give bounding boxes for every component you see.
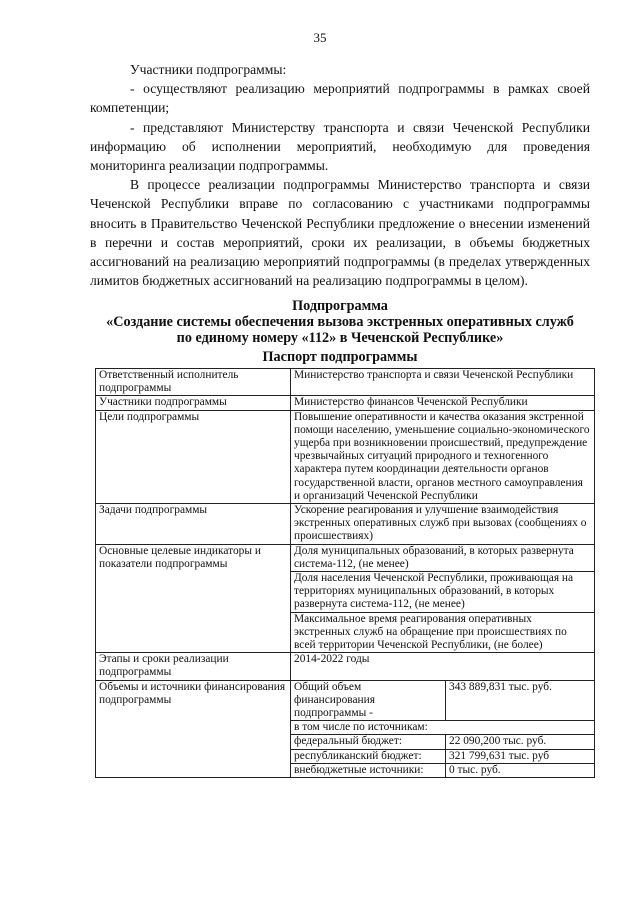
subprogram-name-line2: по единому номеру «112» в Чеченской Республике» (176, 330, 504, 346)
executor-label: Ответственный исполнитель подпрограммы (96, 369, 291, 396)
table-row (96, 396, 595, 410)
funding-row (291, 681, 594, 721)
executor-value: Министерство транспорта и связи Чеченской Республики (291, 369, 595, 396)
paragraph-changes: В процессе реализации подпрограммы Министерство транспорта и связи Чеченской Республики вправе по согласованию с участниками подпрограммы вносить в Правительство Чеченской Республики предложение о внесении изменений в перечни и состав мероприятий, сроки их реализации, в объемы бюджетных ассигнований на реализацию мероприятий подпрограммы (в пределах утвержденных лимитов бюджетных ассигнований на реализацию подпрограммы в целом). (90, 177, 590, 289)
paragraph-report: - представляют Министерству транспорта и связи Чеченской Республики информацию об исполнении мероприятий, необходимую для проведения мониторинга реализации подпрограммы. (90, 119, 590, 174)
table-row (96, 544, 595, 571)
funding-table (291, 681, 594, 777)
indicators-label: Основные целевые индикаторы и показатели подпрограммы (96, 544, 291, 653)
participants-value: Министерство финансов Чеченской Республики (291, 396, 595, 410)
funding-row (291, 735, 594, 749)
subprogram-heading (70, 298, 610, 346)
funding-row (291, 749, 594, 763)
funding-total-label: Общий объем финансирования подпрограммы - (291, 681, 446, 721)
funding-extra-label: внебюджетные источники: (291, 763, 446, 777)
goals-label: Цели подпрограммы (96, 410, 291, 503)
funding-sources-label: в том числе по источникам: (291, 721, 594, 735)
tasks-label: Задачи подпрограммы (96, 504, 291, 545)
tasks-value: Ускорение реагирования и улучшение взаимодействия экстренных оперативных служб при вызовах (сообщениях о происшествиях) (291, 504, 595, 545)
funding-extra-value: 0 тыс. руб. (446, 763, 595, 777)
table-row (96, 653, 595, 680)
participants-label: Участники подпрограммы (96, 396, 291, 410)
table-row (96, 504, 595, 545)
passport-table (95, 368, 595, 778)
indicator-2: Доля населения Чеченской Республики, проживающая на территориях муниципальных образований, в которых развернута система-112, (не менее) (291, 572, 595, 613)
funding-total-value: 343 889,831 тыс. руб. (446, 681, 595, 721)
subprogram-name-line1: «Создание системы обеспечения вызова экстренных оперативных служб (106, 314, 574, 330)
subprogram-label: Подпрограмма (292, 298, 388, 314)
funding-row (291, 721, 594, 735)
passport-title: Паспорт подпрограммы (262, 349, 418, 365)
funding-republic-value: 321 799,631 тыс. руб (446, 749, 595, 763)
table-row (96, 410, 595, 503)
funding-row (291, 763, 594, 777)
paragraph-implement: - осуществляют реализацию мероприятий подпрограммы в рамках своей компетенции; (90, 81, 590, 116)
table-row (96, 369, 595, 396)
funding-federal-value: 22 090,200 тыс. руб. (446, 735, 595, 749)
body-text (90, 60, 590, 290)
funding-republic-label: республиканский бюджет: (291, 749, 446, 763)
indicator-1: Доля муниципальных образований, в которых развернута система-112, (не менее) (291, 544, 595, 571)
page-number: 35 (313, 30, 327, 45)
stages-label: Этапы и сроки реализации подпрограммы (96, 653, 291, 680)
goals-value: Повышение оперативности и качества оказания экстренной помощи населению, уменьшение социально-экономического ущерба при возникновении происшествий, предупреждение чрезвычайных ситуаций природного и техногенного характера путем координации деятельности органов государственной власти, органов местного самоуправления и организаций Чеченской Республики (291, 410, 595, 503)
funding-cell (291, 680, 595, 777)
funding-federal-label: федеральный бюджет: (291, 735, 446, 749)
paragraph-participants: Участники подпрограммы: (130, 62, 287, 77)
indicator-3: Максимальное время реагирования оперативных экстренных служб на обращение при происшествиях по всей территории Чеченской Республики, (не более) (291, 612, 595, 653)
table-row (96, 680, 595, 777)
funding-label: Объемы и источники финансирования подпрограммы (96, 680, 291, 777)
stages-value: 2014-2022 годы (291, 653, 595, 680)
